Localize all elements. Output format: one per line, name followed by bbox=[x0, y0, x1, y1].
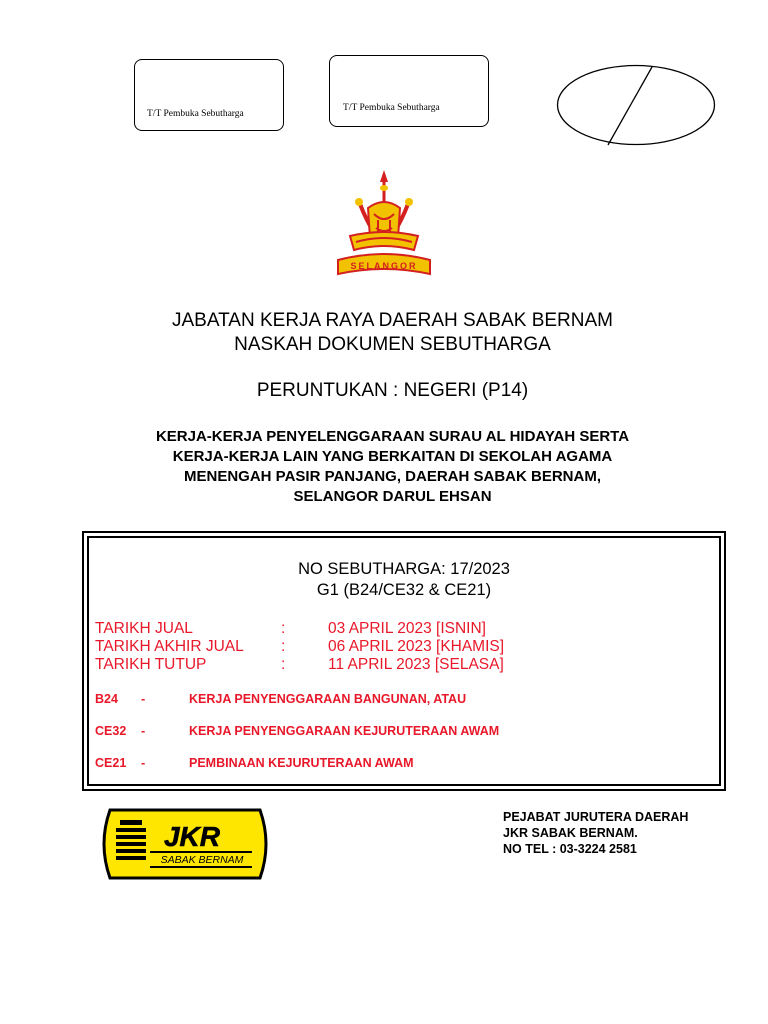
work-title-line: SELANGOR DARUL EHSAN bbox=[293, 488, 492, 505]
work-title-line: KERJA-KERJA PENYELENGGARAAN SURAU AL HIDAYAH SERTA bbox=[155, 428, 630, 445]
last-sale-date-colon: : bbox=[281, 638, 286, 655]
office-location: JKR SABAK BERNAM. bbox=[503, 826, 638, 840]
work-title-line: MENENGAH PASIR PANJANG, DAERAH SABAK BERNAM, bbox=[184, 468, 601, 485]
signature-box-1-label: T/T Pembuka Sebutharga bbox=[147, 109, 244, 119]
category-description: PEMBINAAN KEJURUTERAAN AWAM bbox=[189, 756, 414, 770]
office-phone: NO TEL : 03-3224 2581 bbox=[503, 842, 637, 856]
selangor-crest-icon bbox=[330, 168, 440, 284]
last-sale-date-value: 06 APRIL 2023 [KHAMIS] bbox=[328, 638, 505, 655]
sale-date-value: 03 APRIL 2023 [ISNIN] bbox=[328, 620, 486, 637]
category-dash: - bbox=[141, 692, 146, 706]
work-title-line: KERJA-KERJA LAIN YANG BERKAITAN DI SEKOLAH AGAMA bbox=[172, 448, 613, 465]
category-description: KERJA PENYENGGARAAN BANGUNAN, ATAU bbox=[189, 692, 467, 706]
office-name: PEJABAT JURUTERA DAERAH bbox=[503, 810, 689, 824]
closing-date-colon: : bbox=[281, 656, 286, 673]
category-dash: - bbox=[141, 756, 146, 770]
document-title: NASKAH DOKUMEN SEBUTHARGA bbox=[234, 334, 551, 355]
sale-date-colon: : bbox=[281, 620, 286, 637]
jkr-district-text: SABAK BERNAM bbox=[160, 854, 244, 866]
sale-date-label: TARIKH JUAL bbox=[95, 620, 193, 637]
crest-banner-text: SELANGOR bbox=[350, 261, 418, 271]
jkr-mark-text: JKR bbox=[163, 821, 221, 852]
tender-group: G1 (B24/CE32 & CE21) bbox=[316, 581, 492, 599]
category-dash: - bbox=[141, 724, 146, 738]
closing-date-label: TARIKH TUTUP bbox=[95, 656, 207, 673]
closing-date-value: 11 APRIL 2023 [SELASA] bbox=[328, 656, 504, 673]
category-code: CE32 bbox=[95, 724, 127, 738]
category-description: KERJA PENYENGGARAAN KEJURUTERAAN AWAM bbox=[189, 724, 500, 738]
signature-box-2 bbox=[329, 55, 489, 127]
allocation-line: PERUNTUKAN : NEGERI (P14) bbox=[256, 380, 529, 401]
tender-info-inner bbox=[87, 536, 721, 786]
stamp-oval bbox=[556, 64, 716, 146]
category-code: B24 bbox=[95, 692, 118, 706]
category-code: CE21 bbox=[95, 756, 127, 770]
department-title: JABATAN KERJA RAYA DAERAH SABAK BERNAM bbox=[172, 310, 613, 331]
signature-box-1 bbox=[134, 59, 284, 131]
tender-number: NO SEBUTHARGA: 17/2023 bbox=[298, 560, 510, 578]
tender-info-frame bbox=[82, 531, 726, 791]
last-sale-date-label: TARIKH AKHIR JUAL bbox=[95, 638, 244, 655]
signature-box-2-label: T/T Pembuka Sebutharga bbox=[343, 103, 440, 113]
jkr-sabak-bernam-logo bbox=[96, 806, 274, 882]
